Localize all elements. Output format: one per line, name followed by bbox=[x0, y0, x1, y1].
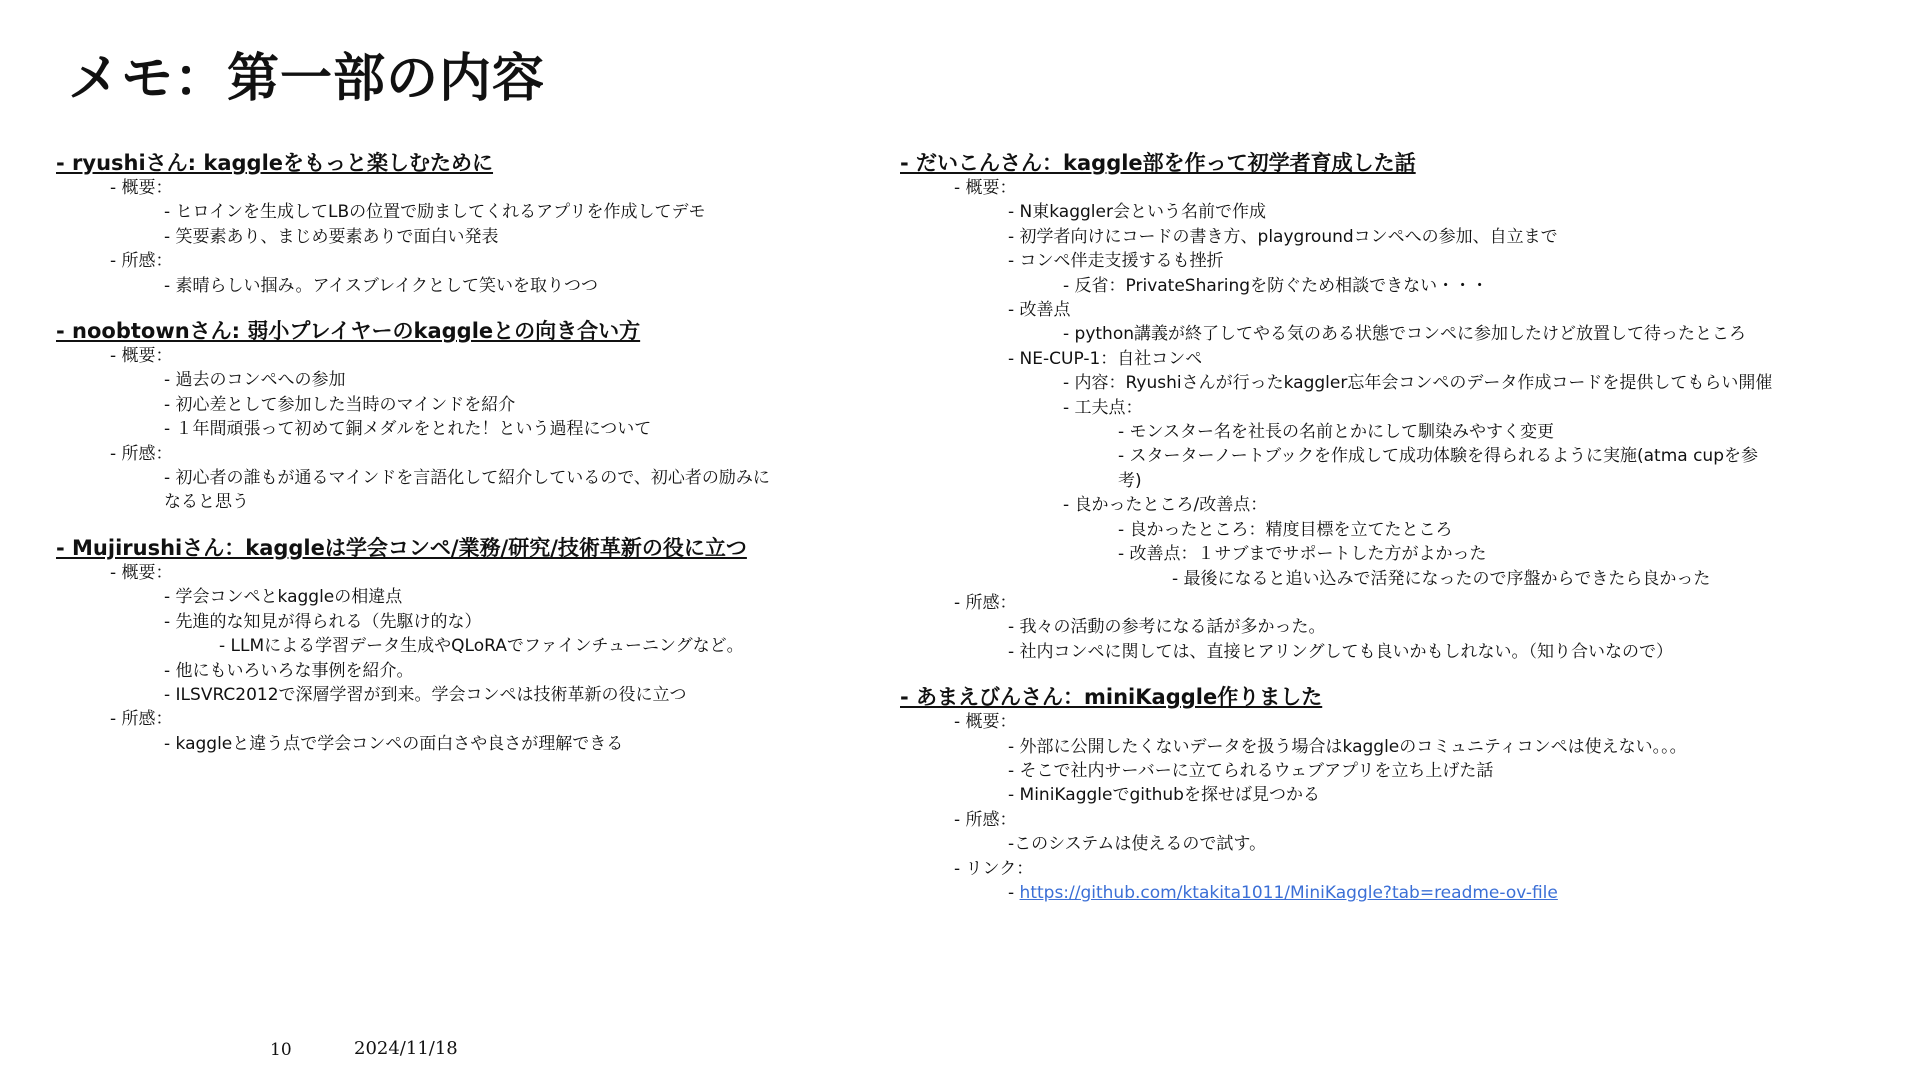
list-item: - 社内コンペに関しては、直接ヒアリングしても良いかもしれない。（知り合いなので） bbox=[1008, 641, 1674, 662]
list-item: - 先進的な知見が得られる（先駆け的な） bbox=[164, 611, 482, 632]
list-item: - 概要： bbox=[954, 178, 1017, 198]
list-item: - 良かったところ：精度目標を立てたところ bbox=[1118, 519, 1453, 540]
list-item: - スターターノートブックを作成して成功体験を得られるように実施(atma cupを参 bbox=[1118, 446, 1758, 467]
list-item: - 素晴らしい掴み。アイスブレイクとして笑いを取りつつ bbox=[164, 275, 598, 296]
section-title: - あまえびんさん：miniKaggle作りました bbox=[900, 685, 1323, 710]
footer-date: 2024/11/18 bbox=[354, 1038, 458, 1059]
list-item: - ヒロインを生成してLBの位置で励ましてくれるアプリを作成してデモ bbox=[164, 202, 706, 223]
list-item: - 初心者の誰もが通るマインドを言語化して紹介しているので、初心者の励みに bbox=[164, 468, 770, 489]
list-item: - ILSVRC2012で深層学習が到来。学会コンペは技術革新の役に立つ bbox=[164, 684, 687, 705]
section-amaebin bbox=[900, 684, 1910, 905]
list-item: - 所感： bbox=[954, 592, 1017, 613]
section-title: - Mujirushiさん：kaggleは学会コンペ/業務/研究/技術革新の役に立つ bbox=[56, 535, 747, 560]
section-title: - noobtownさん: 弱小プレイヤーのkaggleとの向き合い方 bbox=[56, 319, 641, 344]
page-number: 10 bbox=[270, 1040, 292, 1060]
list-item: - 改善点 bbox=[1008, 300, 1071, 321]
list-item: - 所感： bbox=[954, 809, 1017, 830]
list-item: -このシステムは使えるので試す。 bbox=[1008, 834, 1267, 855]
list-item: - 概要： bbox=[110, 178, 173, 198]
list-item: - コンペ伴走支援するも挫折 bbox=[1008, 251, 1224, 272]
list-item: - 初心差として参加した当時のマインドを紹介 bbox=[164, 394, 516, 415]
link-item bbox=[900, 881, 1910, 905]
right-column bbox=[900, 150, 1910, 925]
list-item: - LLMによる学習データ生成やQLoRAでファインチューニングなど。 bbox=[219, 636, 744, 657]
list-item: - MiniKaggleでgithubを探せば見つかる bbox=[1008, 785, 1320, 806]
list-item: - 概要： bbox=[110, 346, 173, 367]
section-title: - ryushiさん: kaggleをもっと楽しむために bbox=[56, 151, 494, 175]
list-item: - 所感： bbox=[110, 709, 173, 730]
list-item: - 改善点：１サブまでサポートした方がよかった bbox=[1118, 544, 1487, 565]
page-title: メモ：第一部の内容 bbox=[68, 49, 546, 109]
left-column bbox=[56, 150, 896, 776]
list-item: - そこで社内サーバーに立てられるウェブアプリを立ち上げた話 bbox=[1008, 760, 1494, 781]
list-item: - 初学者向けにコードの書き方、playgroundコンペへの参加、自立まで bbox=[1008, 226, 1558, 247]
list-item: - NE-CUP-1：自社コンペ bbox=[1008, 348, 1203, 369]
list-item: なると思う bbox=[164, 492, 249, 513]
list-item: - 内容：Ryushiさんが行ったkaggler忘年会コンペのデータ作成コードを提供してもらい開催 bbox=[1063, 373, 1773, 394]
list-item: - １年間頑張って初めて銅メダルをとれた！という過程について bbox=[164, 419, 652, 440]
list-item: - 学会コンペとkaggleの相違点 bbox=[164, 587, 403, 608]
list-item: - 所感： bbox=[110, 251, 173, 272]
link-prefix: - bbox=[1008, 882, 1020, 903]
list-item: - 過去のコンペへの参加 bbox=[164, 370, 346, 391]
list-item: - kaggleと違う点で学会コンペの面白さや良さが理解できる bbox=[164, 733, 624, 754]
list-item: - 概要： bbox=[954, 712, 1017, 733]
list-item: 考) bbox=[1118, 470, 1142, 491]
list-item: - 良かったところ/改善点： bbox=[1063, 495, 1268, 516]
list-item: - python講義が終了してやる気のある状態でコンペに参加したけど放置して待ったところ bbox=[1063, 324, 1747, 345]
list-item: - リンク： bbox=[954, 858, 1034, 879]
section-noobtown bbox=[56, 318, 896, 515]
list-item: - 最後になると追い込みで活発になったので序盤からできたら良かった bbox=[1172, 568, 1711, 589]
list-item: - 概要： bbox=[110, 562, 173, 583]
list-item: - 所感： bbox=[110, 443, 173, 464]
section-title: - だいこんさん：kaggle部を作って初学者育成した話 bbox=[900, 151, 1416, 175]
list-item: - N東kaggler会という名前で作成 bbox=[1008, 202, 1266, 223]
list-item: - モンスター名を社長の名前とかにして馴染みやすく変更 bbox=[1118, 422, 1555, 443]
list-item: - 我々の活動の参考になる話が多かった。 bbox=[1008, 617, 1326, 638]
list-item: - 工夫点： bbox=[1063, 397, 1143, 418]
section-daikon bbox=[900, 150, 1910, 664]
section-ryushi bbox=[56, 150, 896, 298]
list-item: - 外部に公開したくないデータを扱う場合はkaggleのコミュニティコンペは使えない。。。 bbox=[1008, 736, 1687, 757]
section-mujirushi bbox=[56, 535, 896, 756]
minikaggle-github-link[interactable]: https://github.com/ktakita1011/MiniKaggle?tab=readme-ov-file bbox=[1019, 882, 1558, 903]
list-item: - 笑要素あり、まじめ要素ありで面白い発表 bbox=[164, 226, 499, 247]
list-item: - 他にもいろいろな事例を紹介。 bbox=[164, 660, 414, 681]
list-item: - 反省：PrivateSharingを防ぐため相談できない・・・ bbox=[1063, 275, 1489, 296]
